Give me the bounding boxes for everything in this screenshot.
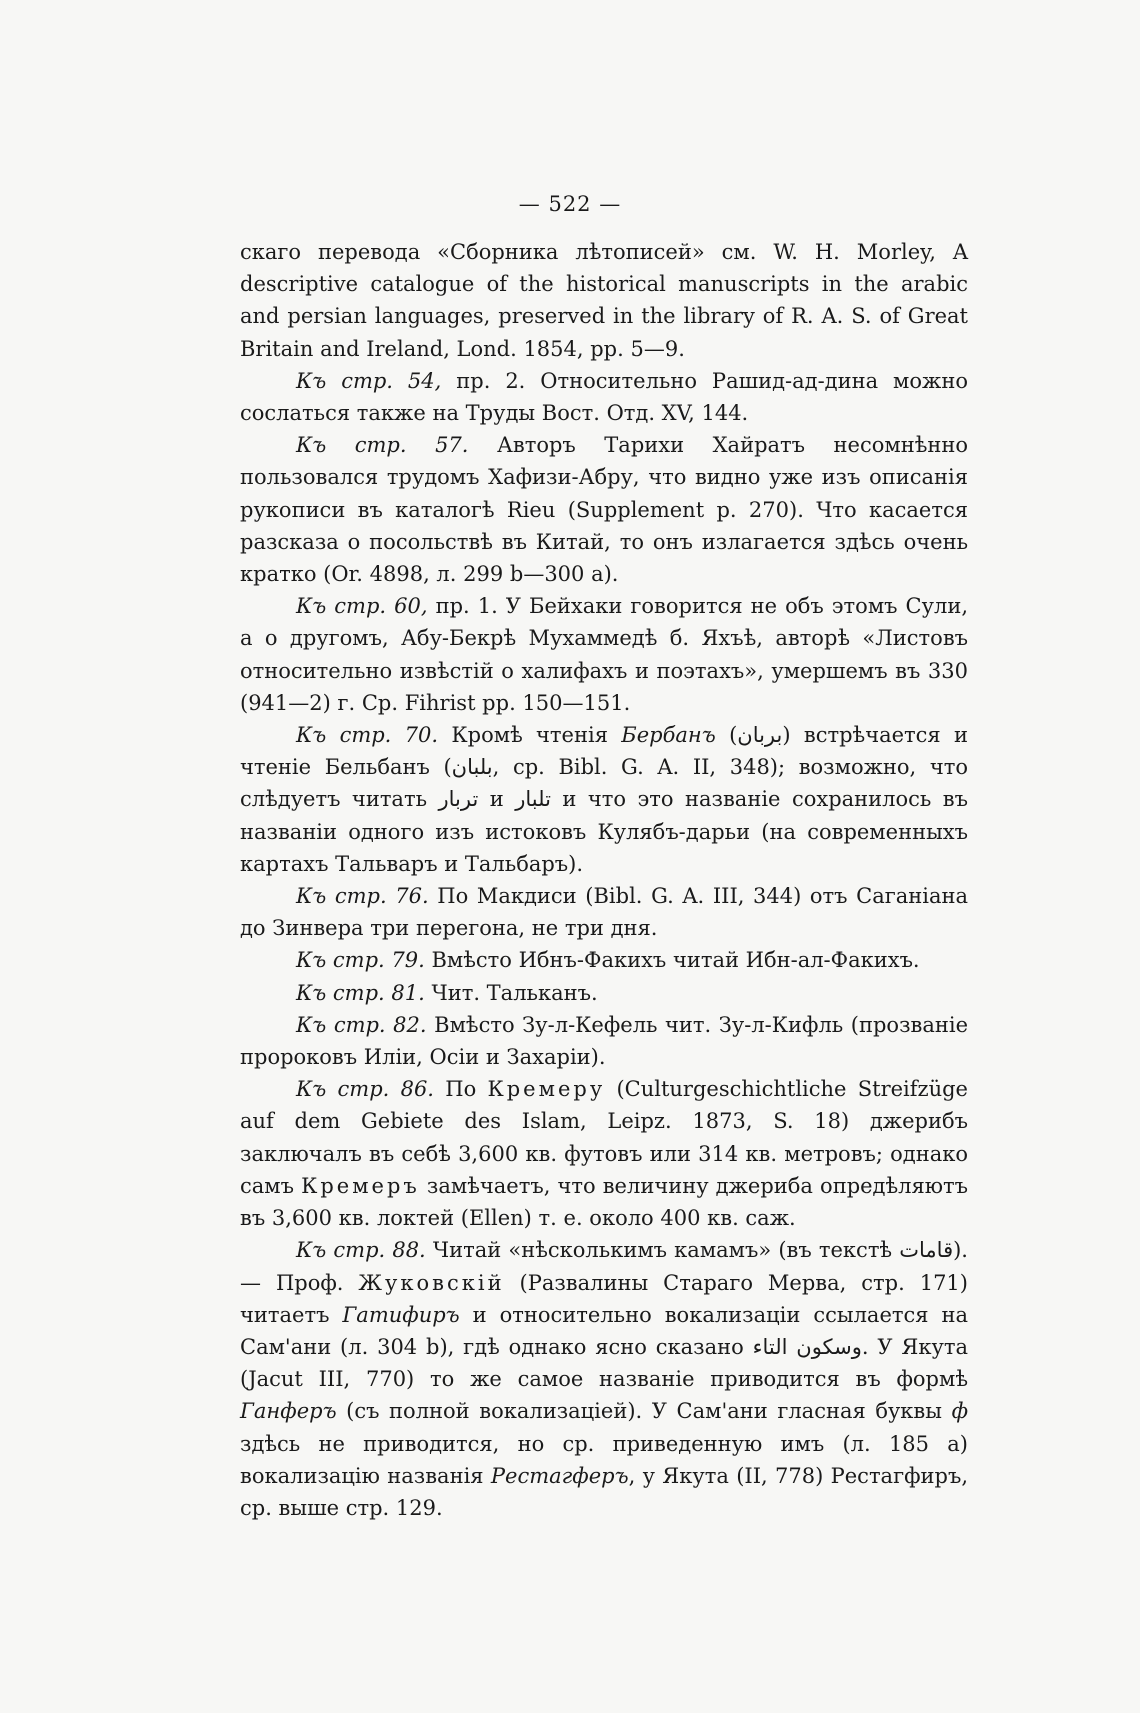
italic-term: Ганферъ (240, 1399, 337, 1424)
text-segment: здѣсь не приводится, но ср. приведенную имъ (л. 185 a) вокализацію названія (240, 1431, 968, 1488)
arabic-word: قامات (899, 1238, 954, 1263)
paragraph-text: Вмѣсто Зу-л-Кефель чит. Зу-л-Кифль (прозваніе пророковъ Иліи, Осіи и Захаріи). (240, 1012, 969, 1070)
page-reference: Къ стр. 86. (296, 1077, 434, 1102)
paragraph-6 (240, 880, 968, 944)
paragraph-10 (240, 1073, 968, 1234)
paragraph-3 (240, 429, 968, 590)
page-reference: Къ стр. 79. (296, 948, 425, 973)
page-number: — 522 — (518, 192, 622, 216)
text-segment: (съ полной вокализаціей). У Сам'ани гласная буквы (336, 1399, 952, 1424)
text-segment: Читай «нѣсколькимъ камамъ» (въ текстѣ (425, 1238, 900, 1263)
paragraph-text: пр. 1. У Бейхаки говорится не объ этомъ Сули, а о другомъ, Абу-Бекрѣ Мухаммедѣ б. Яхъѣ, авторѣ «Листовъ относительно извѣстій о халифахъ и поэтахъ», умершемъ въ 330 (941—2) г. Ср. Fihrist pp. 150—151. (240, 594, 968, 715)
italic-term: ф (951, 1399, 968, 1424)
page-reference: Къ стр. 57. (296, 433, 469, 458)
text-segment: и что это названіе сохранилось въ названіи одного изъ истоковъ Кулябъ-дарьи (на современныхъ картахъ Тальваръ и Тальбаръ). (240, 787, 968, 876)
text-segment: (Развалины Стараго Мерва, стр. 171) читаетъ (240, 1270, 968, 1327)
spaced-name: Кремеру (487, 1077, 606, 1102)
arabic-word: تربار (438, 787, 479, 812)
text-segment: и относительно вокализаціи ссылается на Сам'ани (л. 304 b), гдѣ однако ясно сказано (240, 1302, 968, 1359)
arabic-word: تلبار (515, 787, 551, 812)
paragraph-text: По Макдиси (Bibl. G. A. III, 344) отъ Саганіана до Зинвера три перегона, не три дня. (240, 884, 968, 941)
text-segment: Кромѣ чтенія (438, 723, 622, 748)
paragraph-9 (240, 1009, 968, 1073)
paragraph-1 (240, 236, 968, 365)
page-reference: Къ стр. 70. (296, 723, 439, 748)
paragraph-text: скаго перевода «Сборника лѣтописей» см. W. H. Morley, A descriptive catalogue of the historical manuscripts in the arabic and persian languages, preserved in the library of R. A. S. of Great Britain and Ireland, Lond. 1854, pp. 5—9. (240, 240, 968, 361)
text-segment: , у Якута (II, 778) Рестагфиръ, ср. выше стр. 129. (240, 1463, 968, 1520)
spaced-name: Жуковскій (358, 1270, 505, 1295)
italic-term: Рестагферъ (490, 1463, 629, 1488)
text-segment: и (478, 787, 516, 812)
paragraph-8 (240, 977, 968, 1009)
text-segment: (Culturgeschichtliche Streifzüge auf dem Gebiete des Islam, Leipz. 1873, S. 18) джерибъ заключалъ въ себѣ 3,600 кв. футовъ или 314 кв. метровъ; однако самъ (240, 1077, 968, 1198)
paragraph-text: Вмѣсто Ибнъ-Факихъ читай Ибн-ал-Факихъ. (424, 948, 920, 973)
italic-term: Гатифиръ (342, 1302, 460, 1327)
page-reference: Къ стр. 81. (296, 980, 425, 1005)
text-segment: . У Якута (Jacut III, 770) то же самое названіе приводится въ формѣ (240, 1334, 969, 1392)
page-reference: Къ стр. 54, (296, 368, 442, 393)
paragraph-4 (240, 590, 968, 719)
paragraph-7 (240, 944, 968, 976)
arabic-word: وسكون التاء (752, 1334, 862, 1359)
paragraph-text: пр. 2. Относительно Рашид-ад-дина можно сослаться также на Труды Вост. Отд. XV, 144. (240, 368, 968, 426)
page-reference: Къ стр. 88. (296, 1238, 426, 1263)
paragraph-text: Чит. Тальканъ. (424, 980, 598, 1005)
paragraph-5: Къ стр. 70. Кромѣ чтенія Бербанъ (بربان) встрѣчается и чтеніе Бельбанъ (بلبان, ср. Bibl. G. A. II, 348); возможно, что слѣдуетъ читать تربار и تلبار и что это названіе сохранилось въ названіи одного изъ истоковъ Кулябъ-дарьи (на современныхъ картахъ Тальваръ и Тальбаръ). (240, 723, 968, 876)
arabic-word: بلبان (451, 755, 493, 780)
arabic-word: بربان (737, 723, 783, 748)
paragraph-11 (240, 1234, 968, 1524)
italic-term: Бербанъ (621, 723, 716, 748)
text-segment: встрѣчается и чтеніе Бельбанъ (240, 723, 968, 780)
paragraph-2 (240, 365, 968, 429)
page-reference: Къ стр. 76. (296, 884, 429, 909)
page-reference: Къ стр. 60, (296, 594, 428, 619)
body-text (240, 236, 968, 1524)
text-segment: ).— Проф. (240, 1238, 968, 1295)
text-segment: замѣчаетъ, что величину джериба опредѣляютъ въ 3,600 кв. локтей (Ellen) т. е. около 400 кв. саж. (240, 1173, 969, 1231)
page-reference: Къ стр. 82. (296, 1012, 427, 1037)
paragraph-text: Авторъ Тарихи Хайратъ несомнѣнно пользовался трудомъ Хафизи-Абру, что видно уже изъ описанія рукописи въ каталогѣ Rieu (Supplement p. 270). Что касается разсказа о посольствѣ въ Китай, то онъ излагается здѣсь очень кратко (Or. 4898, л. 299 b—300 a). (240, 433, 968, 587)
text-segment: , ср. Bibl. G. A. II, 348); возможно, что слѣдуетъ читать (240, 755, 968, 812)
spaced-name: Кремеръ (301, 1173, 420, 1198)
text-segment: По (433, 1077, 488, 1102)
